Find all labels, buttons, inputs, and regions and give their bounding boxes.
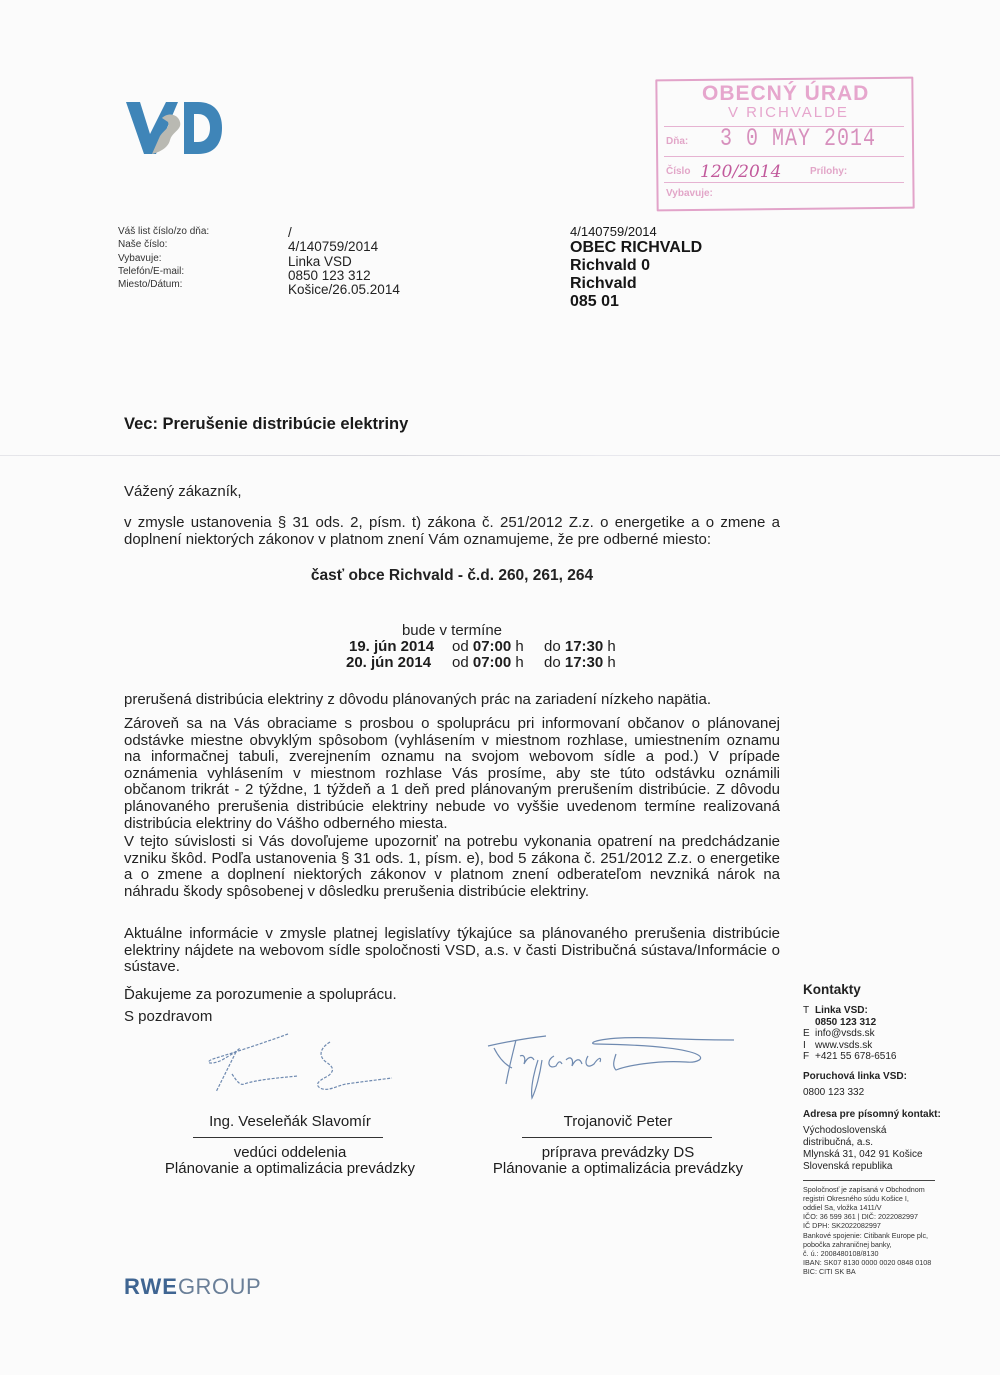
contact-key: T — [803, 1005, 810, 1016]
signature-trojanovic — [476, 1026, 736, 1106]
stamp-divider — [664, 182, 904, 183]
stamp-number: 120/2014 — [700, 162, 782, 182]
hour-unit: h — [607, 654, 616, 671]
address-line: distribučná, a.s. — [803, 1136, 874, 1148]
contact-key: F — [803, 1051, 810, 1062]
signatory-role — [140, 1145, 440, 1177]
ref-value: Košice/26.05.2014 — [288, 282, 400, 298]
to-label: do — [544, 638, 561, 655]
recipient-line: OBEC RICHVALD — [570, 239, 703, 256]
ref-value: Linka VSD — [288, 253, 352, 269]
hotline-number: 0800 123 332 — [803, 1086, 865, 1098]
contact-key: I — [803, 1039, 806, 1051]
recipient-line: Richvald 0 — [570, 257, 651, 274]
body-paragraph: prerušená distribúcia elektriny z dôvodu plánovaných prác na zariadení nízkeho napätia. — [124, 691, 712, 708]
stamp-place: V RICHVALDE — [728, 104, 849, 121]
stamp-divider — [664, 156, 904, 157]
recipient-address — [570, 225, 702, 311]
stamp-office: OBECNÝ ÚRAD — [702, 82, 870, 105]
term-from — [452, 655, 524, 671]
contact-key: E — [803, 1028, 810, 1039]
hotline-label: Poruchová linka VSD: — [803, 1070, 907, 1082]
ref-value: / — [288, 225, 292, 240]
ref-label: Váš list číslo/zo dňa: — [118, 226, 210, 237]
hour-unit: h — [515, 654, 524, 671]
term-from — [452, 639, 524, 655]
ref-label: Telefón/E-mail: — [118, 265, 185, 277]
department: Plánovanie a optimalizácia prevádzky — [492, 1160, 744, 1177]
recipient-line: 085 01 — [570, 293, 619, 310]
recipient-line: Richvald — [570, 275, 637, 292]
body-paragraph: Aktuálne informácie v zmysle platnej legislatívy týkajúce sa plánovaného prerušenia distribúcie elektriny nájdete na webovom sídle spoločnosti VSD, a.s. v časti Distribučná sústava/Informácie o sústave. — [124, 925, 780, 976]
signature-line — [522, 1137, 712, 1138]
term-to — [544, 655, 616, 671]
brand-light: GROUP — [177, 1274, 262, 1299]
brand-bold: RWE — [124, 1274, 178, 1299]
stamp-number-label: Číslo — [666, 166, 691, 177]
ref-label: Naše číslo: — [118, 239, 168, 251]
letter-subject: Vec: Prerušenie distribúcie elektriny — [124, 415, 409, 433]
contact-value[interactable]: info@vsds.sk — [815, 1028, 875, 1039]
contact-email — [803, 1028, 963, 1040]
reference-labels — [118, 225, 209, 291]
signatory-name: Ing. Veseleňák Slavomír — [209, 1113, 371, 1130]
legal-line: č. ú.: 2008480108/8130 — [803, 1248, 879, 1258]
registry-stamp — [650, 70, 918, 210]
reference-values — [288, 226, 400, 297]
signatory-name: Trojanovič Peter — [563, 1113, 673, 1130]
signature-veselenak — [196, 1030, 396, 1102]
contact-phone — [803, 1005, 963, 1017]
salutation: Vážený zákazník, — [124, 483, 242, 500]
contacts-heading: Kontakty — [803, 982, 861, 997]
recipient-ref: 4/140759/2014 — [570, 224, 657, 239]
hour-unit: h — [515, 638, 524, 655]
term-row — [346, 655, 431, 671]
from-label: od — [452, 638, 469, 655]
legal-line: IČ DPH: SK2022082997 — [803, 1221, 881, 1231]
contact-value[interactable]: www.vsds.sk — [815, 1039, 873, 1051]
term-heading: bude v termíne — [401, 622, 503, 639]
closing-regards: S pozdravom — [124, 1008, 213, 1025]
to-time: 17:30 — [564, 654, 604, 671]
stamp-handler-label: Vybavuje: — [666, 188, 713, 199]
ref-label: Miesto/Dátum: — [118, 279, 183, 291]
term-row — [349, 639, 434, 655]
legal-line: IBAN: SK07 8130 0000 0020 0848 0108 — [803, 1258, 932, 1268]
address — [803, 1125, 963, 1173]
vsd-logo — [126, 100, 222, 156]
department: Plánovanie a optimalizácia prevádzky — [164, 1160, 416, 1177]
from-time: 07:00 — [472, 654, 512, 671]
term-date: 20. jún 2014 — [346, 654, 432, 671]
ref-value: 0850 123 312 — [288, 267, 371, 283]
ref-label: Vybavuje: — [118, 252, 162, 264]
address-line: Východoslovenská — [803, 1124, 887, 1136]
contact-phone-number — [803, 1017, 963, 1029]
term-to — [544, 639, 616, 655]
legal-line: IČO: 36 599 361 | DIČ: 2022082997 — [803, 1212, 918, 1222]
legal-line: Spoločnosť je zapísaná v Obchodnom — [803, 1184, 925, 1194]
contact-web — [803, 1040, 963, 1052]
contacts-panel — [803, 982, 963, 1277]
legal-line: Bankové spojenie: Citibank Europe plc, — [803, 1230, 929, 1240]
contact-value: Linka VSD: — [815, 1005, 868, 1016]
term-date: 19. jún 2014 — [349, 638, 435, 655]
stamp-attachments-label: Prílohy: — [810, 166, 848, 177]
from-time: 07:00 — [472, 638, 512, 655]
from-label: od — [452, 654, 469, 671]
to-label: do — [544, 654, 561, 671]
address-line: Slovenská republika — [803, 1160, 893, 1172]
rwe-group-logo — [124, 1274, 261, 1300]
legal-line: oddiel Sa, vložka 1411/V — [803, 1202, 882, 1212]
body-paragraph: Zároveň sa na Vás obraciame s prosbou o spoluprácu pri informovaní občanov o plánovanej odstávke miestne obvyklým spôsobom (vyhlásením v miestnom rozhlase, umiestnením oznamu na informačnej tabuli, zverejnením oznamu na svojom webovom sídle a pod.) V prípade oznámenia vyhlásením v miestnom rozhlase Vás prosíme, aby ste túto odstávku oznámili občanom trikrát - 2 týždne, 1 týždeň a 1 deň pred plánovaným prerušením distribúcie. Z dôvodu plánovaného prerušenia distribúcie elektriny nebude vo vyššie uvedenom termíne realizovaná distribúcia elektriny do Vášho odberného miesta. — [124, 715, 780, 832]
contact-value: 0850 123 312 — [815, 1016, 877, 1028]
role: príprava prevádzky DS — [541, 1144, 695, 1161]
address-line: Mlynská 31, 042 91 Košice — [803, 1148, 923, 1160]
divider — [803, 1180, 935, 1181]
stamp-date: 3 0 MAY 2014 — [720, 125, 877, 154]
role: vedúci oddelenia — [233, 1144, 347, 1161]
address-label: Adresa pre písomný kontakt: — [803, 1108, 941, 1120]
contact-value: +421 55 678-6516 — [815, 1051, 897, 1062]
stamp-date-label: Dňa: — [666, 136, 689, 147]
intro-paragraph: v zmysle ustanovenia § 31 ods. 2, písm. t) zákona č. 251/2012 Z.z. o energetike a o zmene a doplnení niektorých zákonov v platnom znení Vám oznamujeme, že pre odberné miesto: — [124, 514, 780, 548]
paper-fold-line — [0, 455, 1000, 456]
legal-info — [803, 1185, 963, 1277]
legal-line: registri Okresného súdu Košice I, — [803, 1193, 909, 1203]
hour-unit: h — [607, 638, 616, 655]
legal-line: pobočka zahraničnej banky, — [803, 1239, 892, 1249]
body-paragraph: V tejto súvislosti si Vás dovoľujeme upozorniť na potrebu vykonania opatrení na predchádzanie vzniku škôd. Podľa ustanovenia § 31 ods. 1, písm. e), bod 5 zákona č. 251/2012 Z.z. o energetike a o zmene a doplnení niektorých zákonov v platnom znení odberateľom nevzniká nárok na náhradu škody spôsobenej v dôsledku prerušenia distribúcie elektriny. — [124, 833, 780, 900]
to-time: 17:30 — [564, 638, 604, 655]
ref-value: 4/140759/2014 — [288, 239, 379, 255]
legal-line: BIC: CITI SK BA — [803, 1267, 856, 1277]
closing-thanks: Ďakujeme za porozumenie a spoluprácu. — [124, 986, 397, 1003]
affected-place: časť obce Richvald - č.d. 260, 261, 264 — [310, 567, 594, 584]
signature-line — [193, 1137, 383, 1138]
contact-fax — [803, 1051, 963, 1063]
signatory-role — [468, 1145, 768, 1177]
